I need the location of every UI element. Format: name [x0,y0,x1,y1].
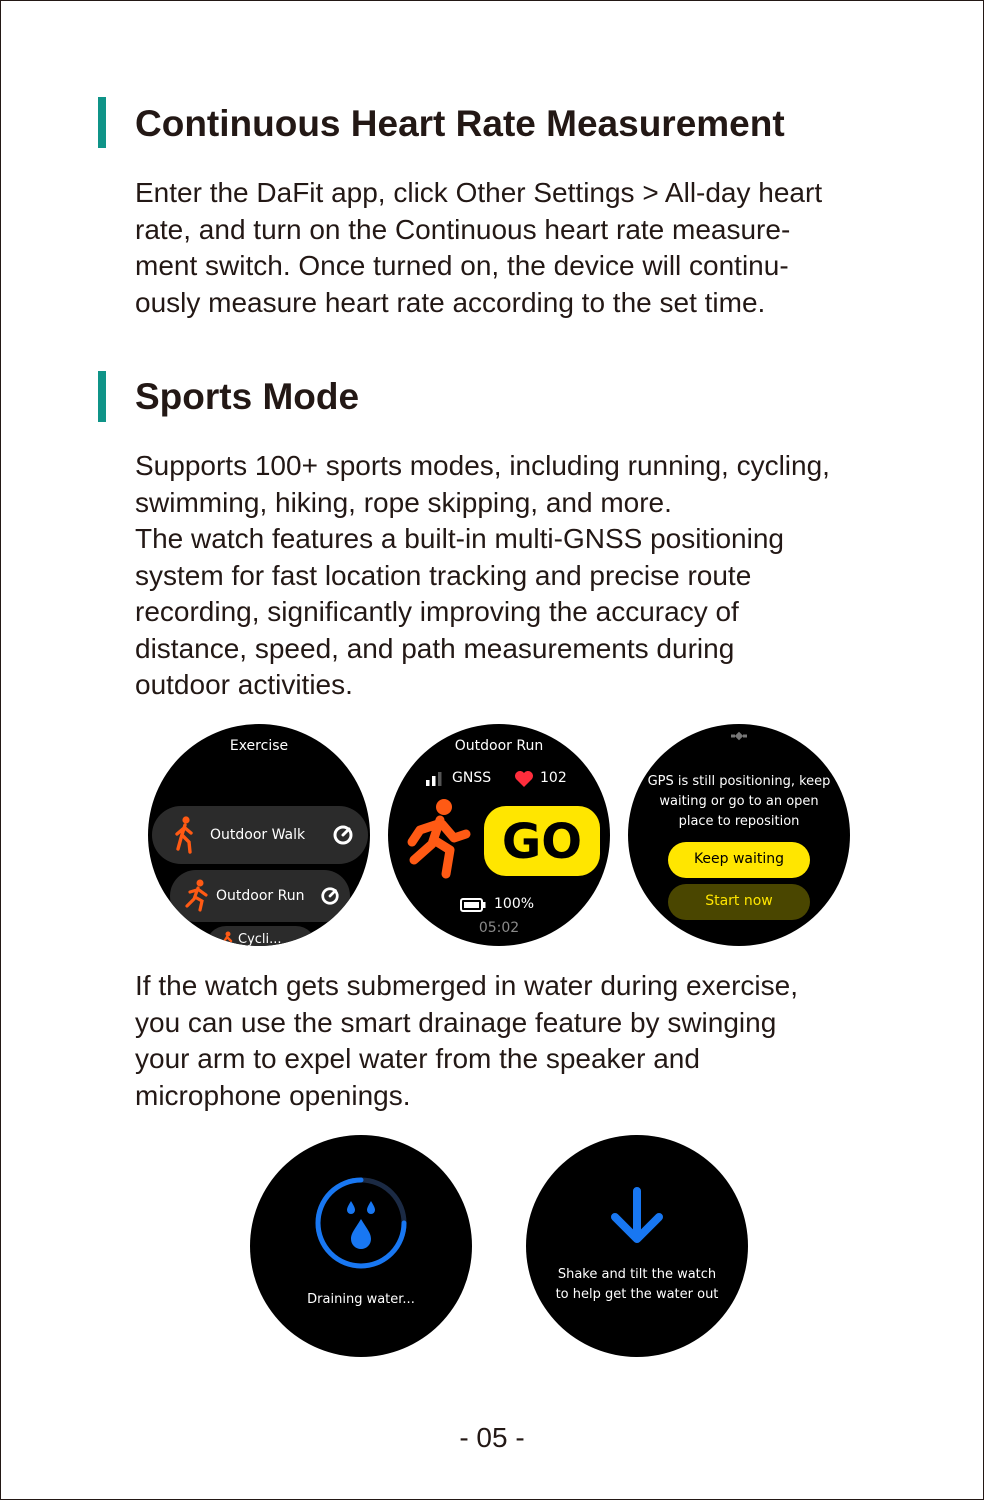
run-icon [184,879,210,913]
heart-rate-value: 102 [540,770,567,786]
draining-label: Draining water... [307,1292,415,1307]
text-line: ment switch. Once turned on, the device will continu- [135,250,789,281]
list-item-label: Outdoor Walk [210,827,306,843]
go-label: GO [501,814,583,870]
walk-icon [172,816,198,856]
page-number: - 05 - [459,1422,525,1453]
text-line: ously measure heart rate according to the set time. [135,286,766,318]
text-line: Supports 100+ sports modes, including running, cycling, [135,450,830,481]
text-line: distance, speed, and path measurements during [135,632,735,664]
exercise-title: Exercise [229,738,289,754]
text-line: swimming, hiking, rope skipping, and more. [135,486,672,518]
text-line: rate, and turn on the Continuous heart rate measure- [135,213,791,245]
heart-icon [514,770,534,788]
shake-message-line: Shake and tilt the watch [557,1267,717,1282]
drainage-paragraph [135,968,935,1114]
list-item-label: Cycli... [238,932,282,946]
water-drop-icon [313,1175,409,1271]
text-line: Enter the DaFit app, click Other Settings > All-day heart [135,177,823,208]
watch-outdoor-run [388,724,610,946]
list-item-outdoor-walk[interactable] [152,806,368,864]
arrow-down-icon [607,1185,667,1249]
start-now-label: Start now [705,893,773,909]
watch-draining-water [250,1135,472,1357]
text-line: recording, significantly improving the accuracy of [135,596,739,627]
heart-rate-paragraph [135,175,935,321]
battery-icon [460,898,486,912]
gps-message-line: waiting or go to an open [659,794,819,809]
section-title-sports-mode: Sports Mode [135,376,360,417]
gps-message-line: GPS is still positioning, keep [647,774,831,789]
watch-gps-positioning [628,724,850,946]
gnss-label: GNSS [452,770,492,786]
signal-icon [426,772,444,786]
list-item-cycling[interactable] [206,926,316,946]
clock-time: 05:02 [478,920,520,936]
watch-shake-tilt [526,1135,748,1357]
list-item-label: Outdoor Run [216,888,305,904]
cycling-icon [218,931,236,946]
gps-message-line: place to reposition [678,814,800,829]
sports-mode-paragraph [135,448,935,704]
text-line: If the watch gets submerged in water during exercise, [135,970,799,1001]
text-line: your arm to expel water from the speaker and [135,1043,700,1074]
section-accent-bar [98,371,106,422]
text-line: system for fast location tracking and precise route [135,559,752,591]
settings-icon[interactable] [320,886,340,906]
runner-icon [404,798,472,882]
outdoor-run-title: Outdoor Run [454,738,544,754]
list-item-outdoor-run[interactable] [170,870,350,922]
watch-exercise-list [148,724,370,946]
text-line: The watch features a built-in multi-GNSS positioning [135,523,784,554]
shake-message-line: to help get the water out [555,1287,719,1302]
text-line: you can use the smart drainage feature by swinging [135,1006,777,1038]
settings-icon[interactable] [332,824,354,846]
satellite-icon [731,728,747,744]
section-title-heart-rate: Continuous Heart Rate Measurement [135,103,785,144]
keep-waiting-label: Keep waiting [693,851,785,867]
text-line: outdoor activities. [135,669,353,700]
battery-level: 100% [494,896,535,912]
section-accent-bar [98,97,106,148]
text-line: microphone openings. [135,1079,411,1111]
